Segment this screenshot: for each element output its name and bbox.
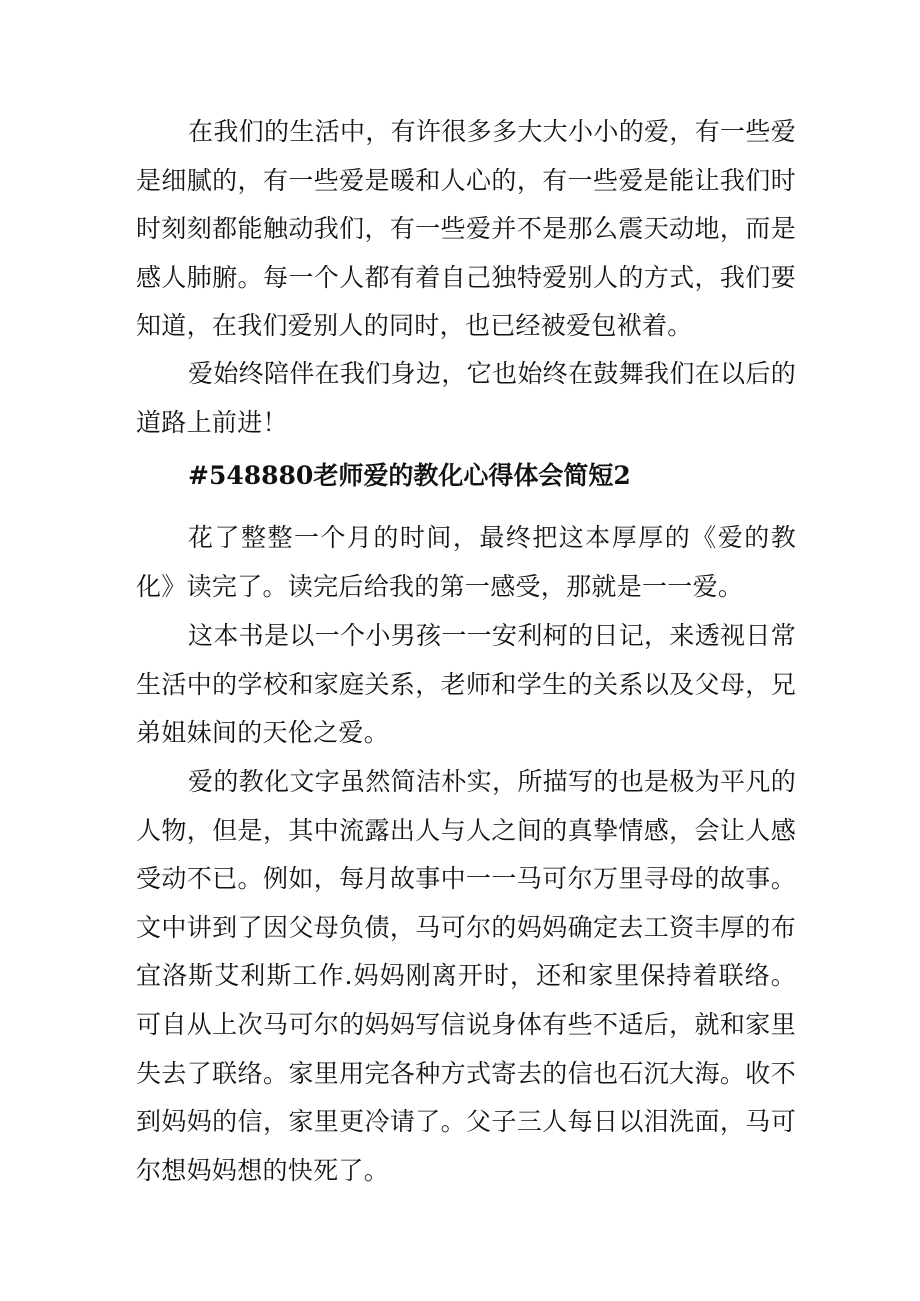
paragraph-love-everywhere: 在我们的生活中，有许很多多大大小小的爱，有一些爱是细腻的，有一些爱是暖和人心的，有一些爱是能让我们时时刻刻都能触动我们，有一些爱并不是那么震天动地，而是感人肺腑。每一个人都有着自己独特爱别人的方式，我们要知道，在我们爱别人的同时，也已经被爱包袱着。: [136, 117, 796, 341]
paragraph-book-summary: 这本书是以一个小男孩一一安利柯的日记，来透视日常生活中的学校和家庭关系，老师和学生的关系以及父母，兄弟姐妹间的天伦之爱。: [136, 621, 796, 748]
paragraph-marco-story: 爱的教化文字虽然简洁朴实，所描写的也是极为平凡的人物，但是，其中流露出人与人之间的真挚情感，会让人感受动不已。例如，每月故事中一一马可尔万里寻母的故事。文中讲到了因父母负债，马可尔的妈妈确定去工资丰厚的布宜洛斯艾利斯工作.妈妈刚离开时，还和家里保持着联络。可自从上次马可尔的妈妈写信说身体有些不适后，就和家里失去了联络。家里用完各种方式寄去的信也石沉大海。收不到妈妈的信，家里更冷请了。父子三人每日以泪洗面，马可尔想妈妈想的快死了。: [136, 767, 796, 1185]
paragraph-finished-book: 花了整整一个月的时间，最终把这本厚厚的《爱的教化》读完了。读完后给我的第一感受，那就是一一爱。: [136, 523, 796, 601]
paragraph-love-accompanies: 爱始终陪伴在我们身边，它也始终在鼓舞我们在以后的道路上前进！: [136, 359, 796, 437]
section-heading: #548880老师爱的教化心得体会简短2: [188, 461, 631, 490]
